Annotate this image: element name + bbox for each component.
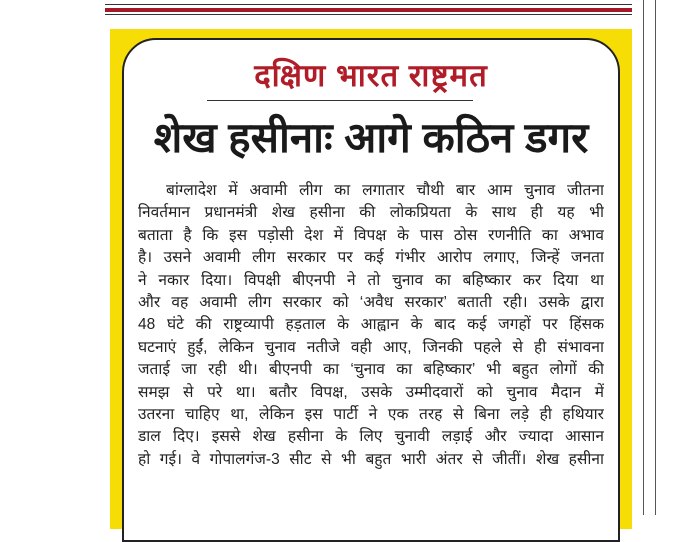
body-line: समझ से परे था। बतौर विपक्ष, उसके उम्मीदवारों को चुनाव मैदान में xyxy=(138,383,604,401)
body-line: उतरना चाहिए था, लेकिन इस पार्टी ने एक तरह से बिना लड़े ही हथियार xyxy=(138,405,604,423)
body-line: है। उसने अवामी लीग सरकार पर कई गंभीर आरोप लगाए, जिन्हें जनता xyxy=(138,249,604,267)
body-line: घटनाएं हुईं, लेकिन चुनाव नतीजे वही आए, जिनकी पहले से ही संभावना xyxy=(138,338,604,356)
body-line: और वह अवामी लीग सरकार को ‘अवैध सरकार’ बताती रही। उसके द्वारा xyxy=(138,293,604,311)
column-divider xyxy=(655,0,656,515)
top-rule xyxy=(105,4,632,5)
body-line: ने नकार दिया। विपक्षी बीएनपी ने तो चुनाव का बहिष्कार कर दिया था xyxy=(138,271,604,289)
article-headline: शेख हसीनाः आगे कठिन डगर xyxy=(153,114,589,161)
body-line: डाल दिए। इससे शेख हसीना के लिए चुनावी लड़ाई और ज्यादा आसान xyxy=(138,428,604,446)
body-line: हो गई। वे गोपालगंज-3 सीट से भी बहुत भारी अंतर से जीतीं। शेख हसीना xyxy=(138,450,604,468)
body-line: जताई जा रही थी। बीएनपी का ‘चुनाव का बहिष्कार’ भी बहुत लोगों की xyxy=(138,361,604,379)
masthead-underline xyxy=(207,100,473,101)
column-divider xyxy=(643,0,644,515)
body-line: बांग्लादेश में अवामी लीग का लगातार चौथी बार आम चुनाव जीतना xyxy=(166,182,604,199)
top-red-rule xyxy=(105,8,632,12)
body-line: निवर्तमान प्रधानमंत्री शेख हसीना की लोकप्रियता के साथ ही यह भी xyxy=(138,204,604,222)
body-line: बताता है कि इस पड़ोसी देश में विपक्ष के पास ठोस रणनीति का अभाव xyxy=(138,226,604,244)
editorial-box xyxy=(122,38,620,542)
newspaper-masthead: दक्षिण भारत राष्ट्रमत xyxy=(254,58,488,93)
body-line: 48 घंटे की राष्ट्रव्यापी हड़ताल के आह्वान के बाद कई जगहों पर हिंसक xyxy=(138,316,604,334)
top-rule-lower xyxy=(105,14,632,15)
article-body xyxy=(138,180,604,471)
